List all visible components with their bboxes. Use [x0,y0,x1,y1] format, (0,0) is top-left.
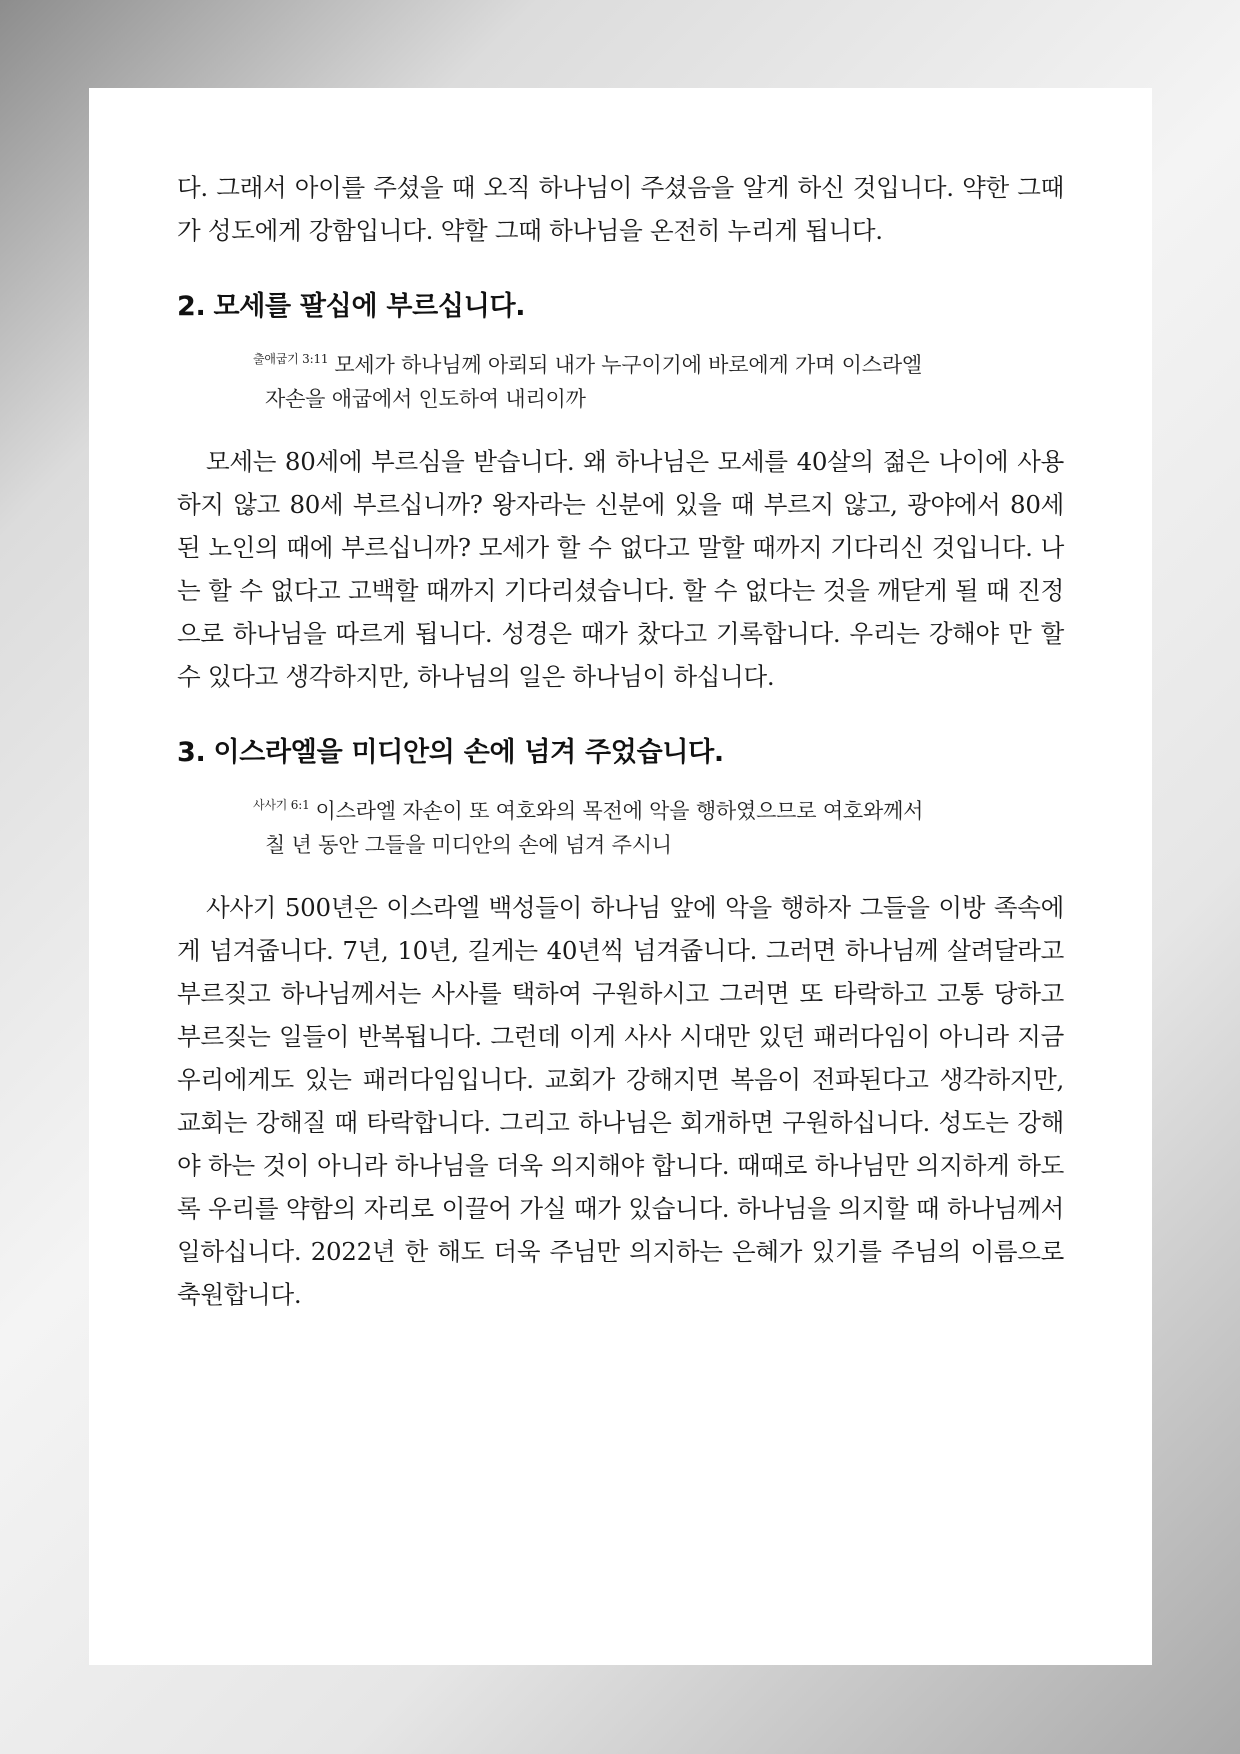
section-2-quote-line-2: 자손을 애굽에서 인도하여 내리이까 [265,387,586,411]
section-2-scripture-ref: 출애굽기 3:11 [253,352,329,366]
section-3-heading [177,735,1064,771]
section-2-title: 모세를 팔십에 부르십니다. [213,291,526,322]
section-2-number: 2. [177,291,206,322]
section-2-scripture-quote [253,342,1064,416]
section-3-title: 이스라엘을 미디안의 손에 넘겨 주었습니다. [213,737,724,768]
page-content [177,166,1064,1316]
section-2-quote-line-1: 모세가 하나님께 아뢰되 내가 누구이기에 바로에게 가며 이스라엘 [334,353,922,377]
section-3-number: 3. [177,737,206,768]
intro-paragraph: 다. 그래서 아이를 주셨을 때 오직 하나님이 주셨음을 알게 하신 것입니다. 약한 그때가 성도에게 강함입니다. 약할 그때 하나님을 온전히 누리게 됩니다. [177,173,1064,245]
document-page [89,88,1152,1665]
section-3-quote-line-1: 이스라엘 자손이 또 여호와의 목전에 악을 행하였으므로 여호와께서 [315,799,924,823]
section-3-body: 사사기 500년은 이스라엘 백성들이 하나님 앞에 악을 행하자 그들을 이방 족속에게 넘겨줍니다. 7년, 10년, 길게는 40년씩 넘겨줍니다. 그러면 하나님께 살려달라고 부르짖고 하나님께서는 사사를 택하여 구원하시고 그러면 또 타락하고 고통 당하고 부르짖는 일들이 반복됩니다. 그런데 이게 사사 시대만 있던 패러다임이 아니라 지금 우리에게도 있는 패러다임입니다. 교회가 강해지면 복음이 전파된다고 생각하지만, 교회는 강해질 때 타락합니다. 그리고 하나님은 회개하면 구원하십니다. 성도는 강해야 하는 것이 아니라 하나님을 더욱 의지해야 합니다. 때때로 하나님만 의지하게 하도록 우리를 약함의 자리로 이끌어 가실 때가 있습니다. 하나님을 의지할 때 하나님께서 일하십니다. 2022년 한 해도 더욱 주님만 의지하는 은혜가 있기를 주님의 이름으로 축원합니다. [177,893,1064,1309]
section-3-quote-line-2: 칠 년 동안 그들을 미디안의 손에 넘겨 주시니 [265,833,672,857]
section-2-heading [177,289,1064,325]
section-3-scripture-quote [253,788,1064,862]
section-2-body: 모세는 80세에 부르심을 받습니다. 왜 하나님은 모세를 40살의 젊은 나이에 사용하지 않고 80세 부르십니까? 왕자라는 신분에 있을 때 부르지 않고, 광야에서 80세 된 노인의 때에 부르십니까? 모세가 할 수 없다고 말할 때까지 기다리신 것입니다. 나는 할 수 없다고 고백할 때까지 기다리셨습니다. 할 수 없다는 것을 깨닫게 될 때 진정으로 하나님을 따르게 됩니다. 성경은 때가 찼다고 기록합니다. 우리는 강해야 만 할 수 있다고 생각하지만, 하나님의 일은 하나님이 하십니다. [177,447,1064,691]
section-3-scripture-ref: 사사기 6:1 [253,798,310,812]
